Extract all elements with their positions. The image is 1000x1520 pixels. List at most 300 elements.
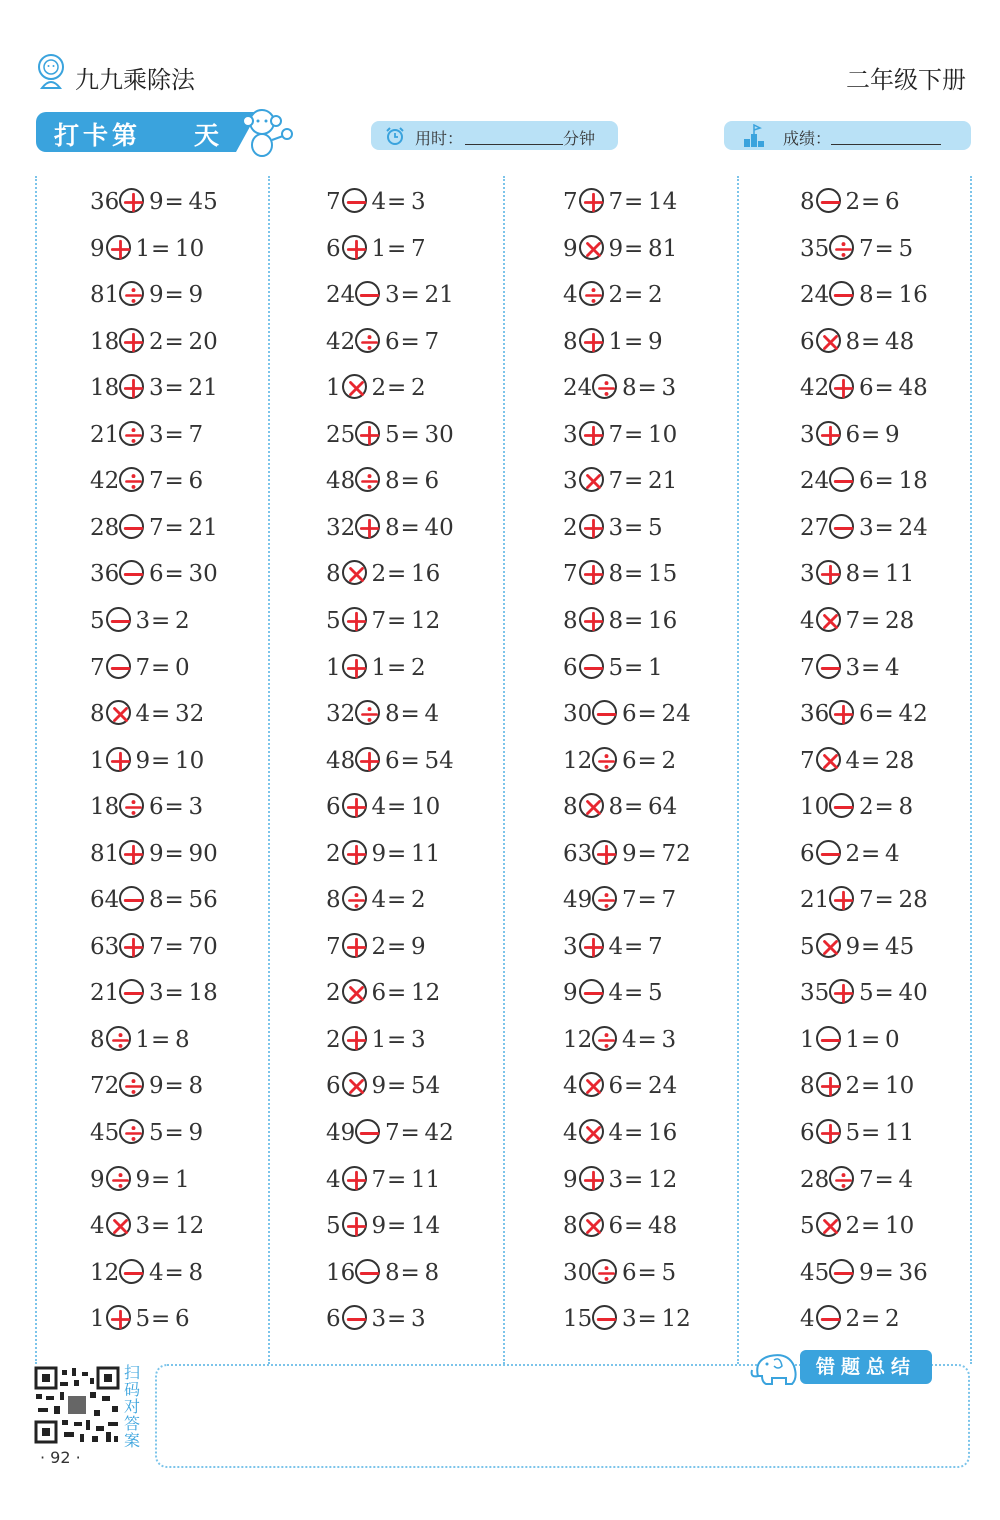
operand-b: 4 [135, 701, 151, 728]
equals-sign: = [151, 1213, 171, 1240]
operator-circle-times-icon[interactable] [579, 1119, 604, 1144]
equals-sign: = [387, 1026, 407, 1053]
operand-b: 1 [371, 1026, 387, 1053]
operator-circle-minus-icon[interactable] [355, 281, 380, 306]
operand-b: 3 [135, 1213, 151, 1240]
operator-circle-plus-icon[interactable] [119, 328, 144, 353]
operator-circle-times-icon[interactable] [342, 560, 367, 585]
result: 10 [885, 1073, 915, 1100]
operator-circle-minus-icon[interactable] [579, 979, 604, 1004]
operator-circle-divide-icon[interactable] [119, 793, 144, 818]
equals-sign: = [164, 794, 184, 821]
equals-sign: = [624, 980, 644, 1007]
result: 21 [188, 514, 218, 541]
equals-sign: = [861, 328, 881, 355]
operand-a: 8 [800, 189, 815, 215]
result: 40 [898, 980, 928, 1007]
result: 28 [898, 887, 928, 914]
operand-a: 2 [326, 1026, 341, 1053]
operand-a: 9 [90, 235, 105, 262]
operator-circle-times-icon[interactable] [342, 979, 367, 1004]
result: 8 [188, 1073, 204, 1100]
operator-circle-plus-icon[interactable] [355, 421, 380, 446]
result: 1 [175, 1166, 190, 1193]
operand-a: 45 [90, 1120, 120, 1146]
operand-b: 6 [608, 1073, 624, 1100]
operator-circle-times-icon[interactable] [816, 328, 841, 353]
operand-b: 2 [608, 282, 624, 309]
operator-circle-divide-icon[interactable] [119, 421, 144, 446]
equals-sign: = [164, 1120, 184, 1146]
operand-a: 8 [90, 701, 105, 728]
result: 7 [188, 421, 204, 448]
operand-a: 28 [800, 1166, 830, 1193]
equals-sign: = [164, 840, 184, 867]
operator-circle-plus-icon[interactable] [816, 421, 841, 446]
operand-a: 5 [800, 933, 815, 960]
operator-circle-minus-icon[interactable] [355, 1259, 380, 1284]
alarm-clock-icon [385, 126, 405, 146]
time-label: 用时： [415, 129, 464, 148]
operator-circle-divide-icon[interactable] [119, 467, 144, 492]
operator-circle-minus-icon[interactable] [579, 654, 604, 679]
equals-sign: = [861, 421, 881, 448]
result: 11 [885, 561, 915, 588]
operator-circle-minus-icon[interactable] [592, 1305, 617, 1330]
operand-b: 6 [371, 980, 387, 1007]
operand-a: 48 [326, 747, 356, 774]
operator-circle-divide-icon[interactable] [106, 1026, 131, 1051]
operand-b: 6 [385, 747, 400, 774]
operator-circle-plus-icon[interactable] [342, 607, 367, 632]
operator-circle-plus-icon[interactable] [579, 560, 604, 585]
result: 9 [188, 1120, 204, 1146]
operand-a: 7 [326, 933, 341, 960]
operator-circle-divide-icon[interactable] [119, 281, 144, 306]
equals-sign: = [151, 1026, 171, 1053]
operand-b: 7 [149, 514, 164, 541]
equals-sign: = [400, 514, 420, 541]
result: 4 [885, 654, 900, 681]
operand-a: 36 [90, 189, 120, 215]
operator-circle-plus-icon[interactable] [342, 840, 367, 865]
operator-circle-times-icon[interactable] [579, 235, 604, 260]
checkin-banner [36, 112, 236, 152]
operator-circle-plus-icon[interactable] [342, 1212, 367, 1237]
operand-a: 3 [800, 421, 815, 448]
operand-a: 24 [326, 282, 356, 309]
result: 30 [188, 561, 218, 588]
operand-b: 6 [845, 421, 861, 448]
result: 28 [885, 607, 915, 634]
operand-b: 6 [149, 561, 164, 588]
operand-b: 8 [845, 328, 861, 355]
operator-circle-plus-icon[interactable] [342, 1026, 367, 1051]
operand-b: 8 [859, 282, 874, 309]
result: 1 [648, 654, 663, 681]
result: 10 [885, 1213, 915, 1240]
equals-sign: = [861, 607, 881, 634]
operator-circle-minus-icon[interactable] [119, 1259, 144, 1284]
equals-sign: = [624, 1166, 644, 1193]
equals-sign: = [387, 1213, 407, 1240]
result: 9 [648, 328, 663, 355]
equals-sign: = [861, 1120, 881, 1146]
result: 2 [175, 607, 190, 634]
operand-a: 5 [326, 1213, 341, 1240]
operand-b: 4 [149, 1259, 164, 1286]
operator-circle-divide-icon[interactable] [829, 1166, 854, 1191]
operand-a: 7 [563, 561, 578, 588]
operator-circle-minus-icon[interactable] [106, 654, 131, 679]
operand-b: 9 [371, 840, 387, 867]
operand-b: 2 [371, 933, 387, 960]
operand-a: 35 [800, 980, 830, 1007]
result: 24 [648, 1073, 678, 1100]
result: 16 [648, 607, 678, 634]
operator-circle-divide-icon[interactable] [829, 235, 854, 260]
equals-sign: = [624, 561, 644, 588]
operand-b: 8 [845, 561, 861, 588]
operator-circle-times-icon[interactable] [816, 607, 841, 632]
result: 21 [648, 468, 678, 495]
operand-b: 1 [135, 235, 151, 262]
operand-a: 18 [90, 794, 120, 821]
score-blank[interactable] [831, 144, 941, 145]
equals-sign: = [164, 561, 184, 588]
operator-circle-plus-icon[interactable] [119, 188, 144, 213]
operand-a: 9 [563, 980, 578, 1007]
operand-b: 9 [608, 235, 624, 262]
operand-b: 2 [859, 794, 874, 821]
book-title: 九九乘除法 [75, 66, 195, 94]
operand-b: 9 [135, 747, 151, 774]
result: 0 [885, 1026, 900, 1053]
operand-b: 3 [135, 607, 151, 634]
operator-circle-minus-icon[interactable] [106, 607, 131, 632]
operator-circle-divide-icon[interactable] [355, 467, 380, 492]
equals-sign: = [861, 1073, 881, 1100]
result: 12 [661, 1306, 691, 1333]
operand-b: 4 [371, 794, 387, 821]
operand-b: 3 [385, 282, 400, 309]
result: 45 [188, 189, 218, 215]
operator-circle-plus-icon[interactable] [579, 421, 604, 446]
operator-circle-plus-icon[interactable] [342, 654, 367, 679]
operator-circle-divide-icon[interactable] [592, 1259, 617, 1284]
operand-a: 21 [90, 421, 120, 448]
operator-circle-plus-icon[interactable] [355, 514, 380, 539]
operator-circle-plus-icon[interactable] [829, 886, 854, 911]
operator-circle-divide-icon[interactable] [355, 328, 380, 353]
operator-circle-plus-icon[interactable] [119, 933, 144, 958]
operand-a: 72 [90, 1073, 120, 1100]
operator-circle-times-icon[interactable] [342, 374, 367, 399]
operand-b: 8 [608, 561, 624, 588]
operator-circle-times-icon[interactable] [106, 1212, 131, 1237]
operand-b: 5 [149, 1120, 164, 1146]
operator-circle-plus-icon[interactable] [816, 1119, 841, 1144]
operator-circle-times-icon[interactable] [106, 700, 131, 725]
operand-b: 9 [371, 1213, 387, 1240]
operator-circle-divide-icon[interactable] [592, 886, 617, 911]
result: 8 [424, 1259, 440, 1286]
equals-sign: = [387, 235, 407, 262]
operator-circle-minus-icon[interactable] [119, 979, 144, 1004]
equals-sign: = [164, 1259, 184, 1286]
operator-circle-divide-icon[interactable] [592, 1026, 617, 1051]
operand-a: 1 [90, 1306, 105, 1333]
result: 64 [648, 794, 678, 821]
operand-b: 8 [622, 375, 637, 402]
operand-a: 42 [800, 375, 830, 402]
operand-a: 1 [90, 747, 105, 774]
operator-circle-minus-icon[interactable] [816, 188, 841, 213]
operand-a: 18 [90, 328, 120, 355]
operand-b: 3 [845, 654, 861, 681]
operator-circle-plus-icon[interactable] [579, 188, 604, 213]
operand-a: 6 [326, 1073, 341, 1100]
operand-a: 3 [563, 468, 578, 495]
result: 2 [648, 282, 663, 309]
operator-circle-plus-icon[interactable] [342, 793, 367, 818]
equals-sign: = [624, 468, 644, 495]
operand-a: 42 [90, 468, 120, 495]
operator-circle-divide-icon[interactable] [355, 700, 380, 725]
operand-a: 12 [90, 1259, 120, 1286]
grade-label: 二年级下册 [846, 66, 966, 94]
operator-circle-divide-icon[interactable] [119, 1119, 144, 1144]
operator-circle-plus-icon[interactable] [829, 700, 854, 725]
result: 3 [661, 1026, 677, 1053]
operand-a: 24 [563, 375, 593, 402]
result: 5 [898, 235, 914, 262]
operator-circle-plus-icon[interactable] [342, 235, 367, 260]
operator-circle-minus-icon[interactable] [355, 1119, 380, 1144]
equals-sign: = [624, 235, 644, 262]
operand-a: 2 [326, 840, 341, 867]
operator-circle-times-icon[interactable] [579, 467, 604, 492]
equals-sign: = [874, 887, 894, 914]
equals-sign: = [387, 375, 407, 402]
operator-circle-plus-icon[interactable] [816, 1072, 841, 1097]
operator-circle-times-icon[interactable] [816, 1212, 841, 1237]
result: 4 [424, 701, 440, 728]
result: 11 [411, 1166, 441, 1193]
equals-sign: = [151, 1306, 171, 1333]
operator-circle-minus-icon[interactable] [829, 793, 854, 818]
operand-a: 6 [800, 840, 815, 867]
result: 30 [424, 421, 454, 448]
result: 56 [188, 887, 218, 914]
operator-circle-plus-icon[interactable] [342, 1166, 367, 1191]
result: 24 [661, 701, 691, 728]
equals-sign: = [624, 794, 644, 821]
result: 32 [175, 701, 205, 728]
result: 54 [411, 1073, 441, 1100]
equals-sign: = [637, 1026, 657, 1053]
operand-b: 3 [149, 980, 164, 1007]
time-blank[interactable] [465, 144, 563, 145]
operator-circle-minus-icon[interactable] [816, 654, 841, 679]
operator-circle-times-icon[interactable] [579, 793, 604, 818]
operand-a: 21 [800, 887, 830, 914]
operand-a: 8 [563, 607, 578, 634]
operator-circle-divide-icon[interactable] [342, 886, 367, 911]
operator-circle-plus-icon[interactable] [119, 374, 144, 399]
operator-circle-times-icon[interactable] [579, 1212, 604, 1237]
operand-a: 7 [326, 189, 341, 215]
operand-a: 7 [800, 654, 815, 681]
operand-b: 9 [149, 282, 164, 309]
score-field[interactable] [724, 121, 971, 150]
operand-a: 4 [90, 1213, 105, 1240]
operand-b: 5 [385, 421, 400, 448]
operator-circle-times-icon[interactable] [579, 1072, 604, 1097]
operand-b: 6 [859, 701, 874, 728]
operator-circle-plus-icon[interactable] [106, 1305, 131, 1330]
operator-circle-plus-icon[interactable] [342, 933, 367, 958]
result: 6 [885, 189, 900, 215]
operand-a: 8 [563, 328, 578, 355]
operand-a: 25 [326, 421, 356, 448]
equals-sign: = [151, 747, 171, 774]
equals-sign: = [861, 1306, 881, 1333]
operand-a: 1 [326, 654, 341, 681]
operator-circle-minus-icon[interactable] [592, 700, 617, 725]
equals-sign: = [637, 887, 657, 914]
operator-circle-minus-icon[interactable] [342, 188, 367, 213]
operator-circle-minus-icon[interactable] [119, 560, 144, 585]
operator-circle-times-icon[interactable] [816, 747, 841, 772]
operand-a: 8 [90, 1026, 105, 1053]
operand-b: 1 [845, 1026, 861, 1053]
operator-circle-divide-icon[interactable] [106, 1166, 131, 1191]
equals-sign: = [861, 189, 881, 215]
operand-b: 6 [385, 328, 400, 355]
result: 20 [188, 328, 218, 355]
operator-circle-times-icon[interactable] [342, 1072, 367, 1097]
operand-a: 4 [326, 1166, 341, 1193]
operator-circle-plus-icon[interactable] [829, 979, 854, 1004]
operand-a: 2 [563, 514, 578, 541]
operator-circle-minus-icon[interactable] [829, 514, 854, 539]
result: 5 [648, 514, 663, 541]
operator-circle-plus-icon[interactable] [579, 607, 604, 632]
operator-circle-plus-icon[interactable] [816, 560, 841, 585]
operand-a: 8 [326, 561, 341, 588]
result: 3 [411, 189, 426, 215]
operand-a: 6 [326, 794, 341, 821]
result: 10 [175, 747, 205, 774]
equals-sign: = [624, 282, 644, 309]
operator-circle-plus-icon[interactable] [592, 840, 617, 865]
operand-a: 9 [563, 235, 578, 262]
equals-sign: = [151, 701, 171, 728]
result: 28 [885, 747, 915, 774]
operand-a: 49 [326, 1120, 356, 1146]
operator-circle-plus-icon[interactable] [579, 328, 604, 353]
operator-circle-divide-icon[interactable] [119, 1072, 144, 1097]
result: 8 [898, 794, 914, 821]
operand-a: 1 [800, 1026, 815, 1053]
operand-b: 8 [385, 701, 400, 728]
result: 3 [411, 1026, 426, 1053]
operand-a: 9 [563, 1166, 578, 1193]
operand-a: 18 [90, 375, 120, 402]
result: 7 [661, 887, 677, 914]
lion-mascot-icon [34, 52, 68, 92]
operator-circle-plus-icon[interactable] [579, 933, 604, 958]
operand-b: 7 [859, 1166, 874, 1193]
operator-circle-minus-icon[interactable] [829, 281, 854, 306]
operator-circle-minus-icon[interactable] [119, 886, 144, 911]
result: 12 [175, 1213, 205, 1240]
time-field[interactable] [371, 121, 618, 150]
operand-b: 3 [859, 514, 874, 541]
operator-circle-plus-icon[interactable] [119, 840, 144, 865]
equals-sign: = [624, 933, 644, 960]
result: 21 [188, 375, 218, 402]
operator-circle-divide-icon[interactable] [579, 281, 604, 306]
result: 5 [648, 980, 663, 1007]
equals-sign: = [624, 1120, 644, 1146]
operator-circle-divide-icon[interactable] [592, 374, 617, 399]
operator-circle-times-icon[interactable] [816, 933, 841, 958]
operand-b: 7 [135, 654, 151, 681]
operator-circle-minus-icon[interactable] [342, 1305, 367, 1330]
equals-sign: = [400, 468, 420, 495]
operator-circle-plus-icon[interactable] [579, 1166, 604, 1191]
operator-circle-plus-icon[interactable] [579, 514, 604, 539]
operand-b: 3 [608, 514, 624, 541]
operator-circle-plus-icon[interactable] [355, 747, 380, 772]
equals-sign: = [387, 980, 407, 1007]
operand-b: 7 [859, 887, 874, 914]
operator-circle-minus-icon[interactable] [119, 514, 144, 539]
equals-sign: = [164, 328, 184, 355]
equals-sign: = [624, 189, 644, 215]
operand-b: 7 [859, 235, 874, 262]
operator-circle-minus-icon[interactable] [816, 1305, 841, 1330]
qr-code-icon [34, 1366, 120, 1444]
operator-circle-minus-icon[interactable] [829, 467, 854, 492]
operator-circle-minus-icon[interactable] [816, 840, 841, 865]
operand-b: 7 [845, 607, 861, 634]
equals-sign: = [164, 189, 184, 215]
operator-circle-divide-icon[interactable] [592, 747, 617, 772]
podium-flag-icon [742, 124, 768, 148]
result: 40 [424, 514, 454, 541]
equals-sign: = [387, 1073, 407, 1100]
operator-circle-minus-icon[interactable] [816, 1026, 841, 1051]
operand-b: 7 [371, 1166, 387, 1193]
operand-a: 3 [563, 421, 578, 448]
operator-circle-plus-icon[interactable] [106, 747, 131, 772]
operand-a: 64 [90, 887, 120, 914]
operand-b: 9 [149, 1073, 164, 1100]
operand-b: 5 [859, 980, 874, 1007]
operand-b: 3 [371, 1306, 387, 1333]
operand-b: 5 [845, 1120, 861, 1146]
result: 7 [424, 328, 440, 355]
operand-a: 6 [800, 328, 815, 355]
equals-sign: = [637, 840, 657, 867]
operator-circle-plus-icon[interactable] [106, 235, 131, 260]
operator-circle-plus-icon[interactable] [829, 374, 854, 399]
operand-b: 2 [845, 189, 861, 215]
operator-circle-minus-icon[interactable] [829, 1259, 854, 1284]
